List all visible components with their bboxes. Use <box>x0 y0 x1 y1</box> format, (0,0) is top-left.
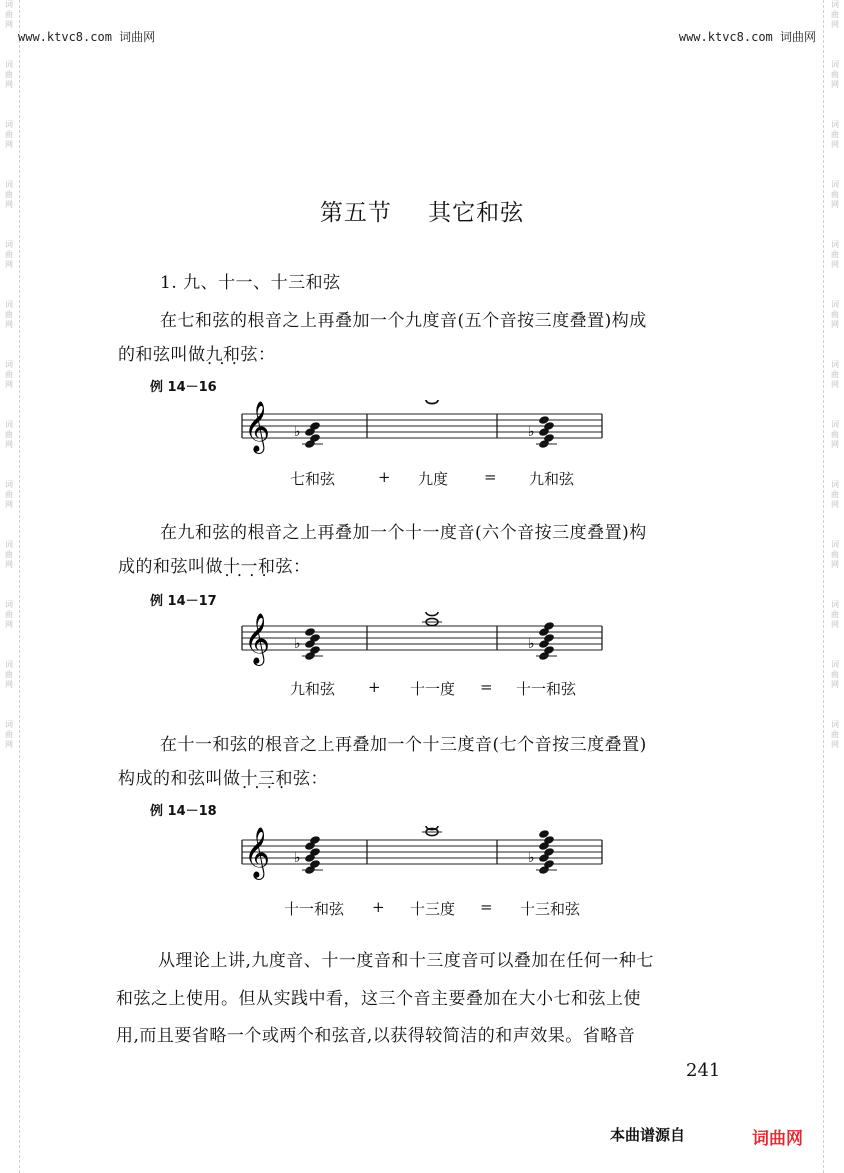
emphasis-term: 十一和弦 • • • • <box>223 552 293 577</box>
watermark-glyph: 网 <box>831 20 839 29</box>
watermark-glyph: 网 <box>831 560 839 569</box>
watermark-glyph: 词 <box>831 720 839 729</box>
paragraph-4-line-2: 和弦之上使用。但从实践中看，这三个音主要叠加在大小七和弦上使 <box>116 989 641 1009</box>
watermark-glyph: 词 <box>831 300 839 309</box>
watermark-glyph: 曲 <box>5 10 13 19</box>
watermark-glyph: 词 <box>5 600 13 609</box>
watermark-glyph: 曲 <box>831 130 839 139</box>
paragraph-4-line-1: 从理论上讲,九度音、十一度音和十三度音可以叠加在任何一种七 <box>158 951 654 971</box>
watermark-glyph: 词 <box>5 360 13 369</box>
text: ： <box>310 769 328 789</box>
watermark-glyph: 曲 <box>5 190 13 199</box>
watermark-glyph: 词 <box>5 660 13 669</box>
left-watermark-strip <box>3 0 15 1173</box>
watermark-glyph: 词 <box>831 180 839 189</box>
watermark-glyph: 曲 <box>831 670 839 679</box>
watermark-glyph: 曲 <box>5 730 13 739</box>
watermark-glyph: 网 <box>831 140 839 149</box>
title-section-name: 其它和弦 <box>428 200 525 226</box>
caption-plus: + <box>372 898 385 916</box>
watermark-glyph: 网 <box>831 440 839 449</box>
watermark-glyph: 词 <box>5 480 13 489</box>
caption-equals: = <box>480 678 493 696</box>
page-number: 241 <box>686 1060 721 1081</box>
watermark-glyph: 词 <box>831 240 839 249</box>
caption-item: 七和弦 <box>290 470 336 488</box>
footer-brand-link[interactable]: 词曲网 <box>752 1129 803 1149</box>
watermark-glyph: 词 <box>5 180 13 189</box>
watermark-glyph: 曲 <box>831 550 839 559</box>
example-label: 例 14－16 <box>150 380 217 395</box>
emphasis-term: 九和弦 • • • <box>206 340 259 365</box>
watermark-glyph: 网 <box>831 80 839 89</box>
caption-item: 十三度 <box>410 900 456 918</box>
footer-source-text: 本曲谱源自 <box>610 1126 686 1144</box>
watermark-glyph: 网 <box>831 740 839 749</box>
watermark-glyph: 词 <box>831 660 839 669</box>
watermark-glyph: 词 <box>831 420 839 429</box>
paragraph-2-line-1: 在九和弦的根音之上再叠加一个十一度音(六个音按三度叠置)构 <box>160 523 647 543</box>
watermark-glyph: 曲 <box>5 670 13 679</box>
caption-plus: + <box>378 468 391 486</box>
watermark-glyph: 词 <box>5 300 13 309</box>
paragraph-1-line-2 <box>118 340 276 365</box>
paragraph-3-line-2 <box>118 764 328 789</box>
watermark-glyph: 网 <box>831 380 839 389</box>
watermark-glyph: 曲 <box>831 190 839 199</box>
watermark-glyph: 曲 <box>5 610 13 619</box>
watermark-glyph: 网 <box>831 320 839 329</box>
flat-sign-icon: ♭ <box>294 424 301 440</box>
watermark-glyph: 网 <box>5 620 13 629</box>
text: 的和弦叫做 <box>118 345 206 365</box>
watermark-glyph: 网 <box>5 440 13 449</box>
flat-sign-icon: ♭ <box>528 424 535 440</box>
watermark-glyph: 词 <box>831 120 839 129</box>
watermark-glyph: 网 <box>5 740 13 749</box>
treble-clef-icon: 𝄞 <box>244 401 271 452</box>
caption-item: 九和弦 <box>290 680 336 698</box>
watermark-glyph: 网 <box>5 680 13 689</box>
watermark-glyph: 网 <box>5 560 13 569</box>
flat-sign-icon: ♭ <box>528 850 535 866</box>
watermark-glyph: 词 <box>5 120 13 129</box>
watermark-glyph: 词 <box>831 0 839 9</box>
text: ： <box>258 345 276 365</box>
watermark-glyph: 曲 <box>831 490 839 499</box>
watermark-glyph: 曲 <box>831 10 839 19</box>
watermark-glyph: 网 <box>831 500 839 509</box>
watermark-glyph: 曲 <box>5 370 13 379</box>
watermark-glyph: 曲 <box>831 310 839 319</box>
watermark-glyph: 网 <box>5 500 13 509</box>
watermark-glyph: 曲 <box>5 430 13 439</box>
caption-item: 十一和弦 <box>516 680 577 698</box>
watermark-glyph: 词 <box>831 60 839 69</box>
watermark-glyph: 网 <box>5 20 13 29</box>
caption-item: 十一度 <box>410 680 456 698</box>
watermark-glyph: 词 <box>5 0 13 9</box>
watermark-glyph: 词 <box>5 720 13 729</box>
flat-sign-icon: ♭ <box>528 636 535 652</box>
watermark-glyph: 网 <box>5 260 13 269</box>
interval-note <box>426 612 438 616</box>
interval-note <box>426 400 438 404</box>
watermark-glyph: 曲 <box>831 370 839 379</box>
watermark-glyph: 网 <box>831 680 839 689</box>
watermark-glyph: 曲 <box>5 490 13 499</box>
watermark-glyph: 网 <box>831 260 839 269</box>
watermark-glyph: 词 <box>5 60 13 69</box>
paragraph-4-line-3: 用,而且要省略一个或两个和弦音,以获得较简洁的和声效果。省略音 <box>116 1026 636 1046</box>
header-url-right[interactable]: www.ktvc8.com 词曲网 <box>678 30 816 44</box>
watermark-glyph: 网 <box>5 80 13 89</box>
watermark-glyph: 曲 <box>5 550 13 559</box>
text: ： <box>293 557 311 577</box>
music-staff-example-14-16 <box>232 400 612 470</box>
right-watermark-strip <box>829 0 841 1173</box>
treble-clef-icon: 𝄞 <box>244 827 271 878</box>
emphasis-term: 十三和弦 • • • • <box>241 764 311 789</box>
watermark-glyph: 曲 <box>5 250 13 259</box>
watermark-glyph: 曲 <box>5 310 13 319</box>
paragraph-3-line-1: 在十一和弦的根音之上再叠加一个十三度音(七个音按三度叠置) <box>160 735 647 755</box>
text: 成的和弦叫做 <box>118 557 223 577</box>
section-heading: 1. 九、十一、十三和弦 <box>160 273 341 293</box>
watermark-glyph: 网 <box>5 320 13 329</box>
caption-item: 九和弦 <box>529 470 575 488</box>
title-section-number: 第五节 <box>319 200 392 226</box>
watermark-glyph: 网 <box>5 380 13 389</box>
watermark-glyph: 网 <box>831 620 839 629</box>
watermark-glyph: 词 <box>831 540 839 549</box>
text: 构成的和弦叫做 <box>118 769 241 789</box>
example-label: 例 14－18 <box>150 804 217 819</box>
flat-sign-icon: ♭ <box>294 636 301 652</box>
caption-equals: = <box>484 468 497 486</box>
watermark-glyph: 曲 <box>831 70 839 79</box>
watermark-glyph: 网 <box>5 200 13 209</box>
paragraph-1-line-1: 在七和弦的根音之上再叠加一个九度音(五个音按三度叠置)构成 <box>160 311 647 331</box>
paragraph-2-line-2 <box>118 552 311 577</box>
watermark-glyph: 词 <box>831 480 839 489</box>
watermark-glyph: 词 <box>5 240 13 249</box>
caption-item: 十三和弦 <box>520 900 581 918</box>
caption-item: 十一和弦 <box>284 900 345 918</box>
watermark-glyph: 词 <box>831 600 839 609</box>
example-label: 例 14－17 <box>150 594 217 609</box>
right-margin-line <box>823 0 824 1173</box>
watermark-glyph: 网 <box>5 140 13 149</box>
watermark-glyph: 曲 <box>831 250 839 259</box>
music-staff-example-14-17 <box>232 612 612 682</box>
header-url-left[interactable]: www.ktvc8.com 词曲网 <box>18 30 156 44</box>
page-title <box>0 194 844 227</box>
watermark-glyph: 曲 <box>831 430 839 439</box>
treble-clef-icon: 𝄞 <box>244 613 271 664</box>
watermark-glyph: 词 <box>5 420 13 429</box>
caption-item: 九度 <box>418 470 449 488</box>
music-staff-example-14-18 <box>232 826 612 901</box>
watermark-glyph: 曲 <box>5 70 13 79</box>
watermark-glyph: 曲 <box>831 610 839 619</box>
caption-plus: + <box>368 678 381 696</box>
watermark-glyph: 网 <box>831 200 839 209</box>
watermark-glyph: 词 <box>5 540 13 549</box>
flat-sign-icon: ♭ <box>294 850 301 866</box>
watermark-glyph: 词 <box>831 360 839 369</box>
caption-equals: = <box>480 898 493 916</box>
watermark-glyph: 曲 <box>831 730 839 739</box>
left-margin-line <box>19 0 20 1173</box>
watermark-glyph: 曲 <box>5 130 13 139</box>
